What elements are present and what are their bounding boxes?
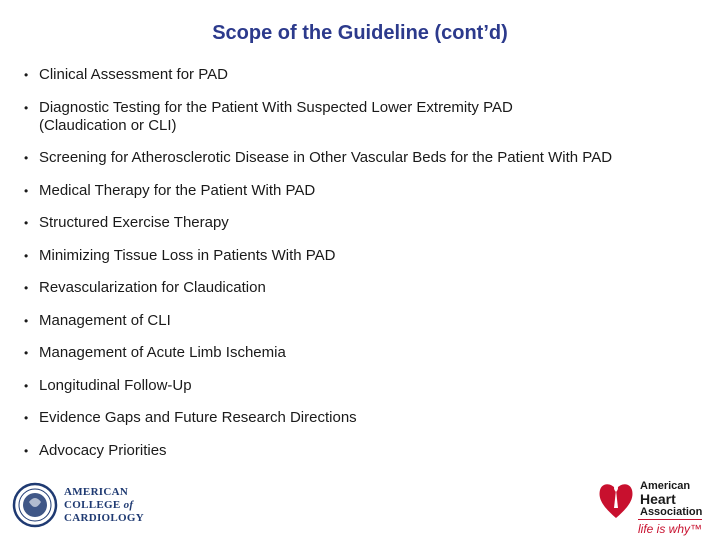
- acc-line-2: [64, 499, 144, 512]
- aha-divider: [638, 519, 702, 520]
- list-item-text: Longitudinal Follow-Up: [39, 376, 192, 394]
- bullet-dot: •: [24, 378, 29, 393]
- list-item: [24, 182, 700, 200]
- bullet-dot: •: [24, 183, 29, 198]
- bullet-dot: •: [24, 216, 29, 230]
- acc-line-1: AMERICAN: [64, 486, 129, 498]
- list-item-text: Diagnostic Testing for the Patient With Suspected Lower Extremity PAD (Claudication or CLI): [39, 98, 513, 134]
- acc-line-2-of: of: [123, 499, 134, 511]
- list-item: [24, 214, 700, 232]
- list-item: [24, 99, 599, 135]
- list-item: [24, 377, 700, 395]
- list-item: [24, 409, 700, 427]
- list-item-text: Screening for Atherosclerotic Disease in Other Vascular Beds for the Patient With PAD: [39, 149, 613, 166]
- list-item-text: Management of CLI: [39, 311, 171, 329]
- bullet-dot: •: [24, 346, 29, 360]
- list-item-text: Clinical Assessment for PAD: [39, 66, 228, 83]
- list-item: [24, 312, 700, 330]
- list-item: [24, 279, 700, 297]
- bullet-dot: •: [24, 411, 29, 425]
- acc-line-3: CARDIOLOGY: [64, 512, 145, 524]
- list-item-text: Minimizing Tissue Loss in Patients With PAD: [39, 246, 336, 264]
- list-item: [24, 66, 700, 84]
- heart-torch-icon: [596, 478, 636, 522]
- aha-line-3: Association: [640, 506, 703, 518]
- bullet-dot: •: [24, 248, 29, 263]
- list-item: [24, 247, 700, 265]
- list-item: [24, 344, 700, 362]
- aha-line-2: Heart: [640, 491, 676, 507]
- acc-wordmark: [64, 486, 144, 525]
- acc-logo: [12, 482, 162, 528]
- acc-seal-icon: [12, 482, 58, 528]
- aha-tagline: life is why™: [638, 522, 703, 536]
- bullet-list: [24, 66, 700, 474]
- aha-wordmark: [640, 480, 702, 519]
- list-item-text: Structured Exercise Therapy: [39, 214, 229, 231]
- bullet-dot: •: [24, 68, 29, 82]
- bullet-dot: •: [24, 281, 29, 295]
- list-item: [24, 442, 700, 460]
- list-item: [24, 149, 700, 167]
- list-item-text: Evidence Gaps and Future Research Directions: [39, 409, 357, 426]
- bullet-dot: •: [24, 100, 29, 115]
- list-item-text: Management of Acute Limb Ischemia: [39, 344, 286, 361]
- list-item-text: Revascularization for Claudication: [39, 279, 266, 296]
- aha-logo: [592, 470, 712, 538]
- acc-line-2-prefix: COLLEGE: [64, 499, 124, 511]
- list-item-text: Medical Therapy for the Patient With PAD: [39, 181, 316, 199]
- list-item-text: Advocacy Priorities: [39, 441, 167, 459]
- bullet-dot: •: [24, 313, 29, 328]
- bullet-dot: •: [24, 443, 29, 458]
- aha-line-1: American: [640, 480, 691, 492]
- bullet-dot: •: [24, 151, 29, 165]
- slide-title: Scope of the Guideline (cont’d): [212, 22, 508, 44]
